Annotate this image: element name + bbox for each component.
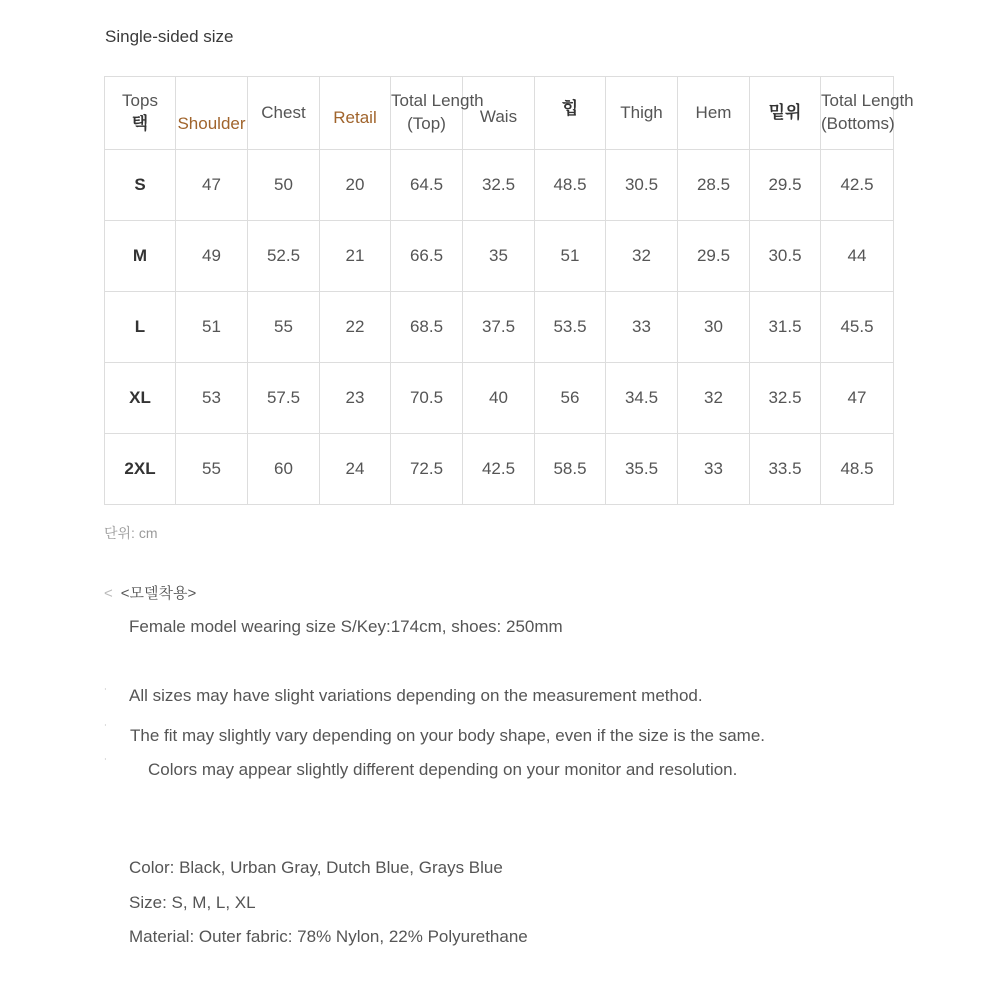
spec-color: Color: Black, Urban Gray, Dutch Blue, Grays Blue	[129, 858, 503, 877]
value-cell: 56	[535, 363, 606, 434]
value-cell: 55	[176, 434, 248, 505]
header-cell-rise: 밑위	[750, 77, 821, 150]
value-cell: 60	[248, 434, 320, 505]
value-cell: 55	[248, 292, 320, 363]
header-cell-retail: Retail	[320, 77, 391, 150]
unit-note: 단위: cm	[104, 525, 158, 541]
value-cell: 28.5	[678, 150, 750, 221]
value-cell: 47	[176, 150, 248, 221]
value-cell: 30.5	[750, 221, 821, 292]
value-cell: 66.5	[391, 221, 463, 292]
size-cell: S	[105, 150, 176, 221]
note-fit: The fit may slightly vary depending on your body shape, even if the size is the same.	[130, 726, 766, 745]
note-measurement: All sizes may have slight variations depending on the measurement method.	[129, 686, 703, 705]
header-cell-hem: Hem	[678, 77, 750, 150]
value-cell: 35	[463, 221, 535, 292]
value-cell: 50	[248, 150, 320, 221]
header-cell-total-length-top: Total Length (Top)	[391, 77, 463, 150]
bullet-mark-icon: ˙	[104, 756, 108, 770]
value-cell: 29.5	[750, 150, 821, 221]
value-cell: 53	[176, 363, 248, 434]
table-row	[105, 221, 894, 292]
value-cell: 44	[821, 221, 894, 292]
value-cell: 51	[535, 221, 606, 292]
value-cell: 51	[176, 292, 248, 363]
bullet-mark-icon: ˂	[104, 585, 113, 602]
value-cell: 52.5	[248, 221, 320, 292]
model-info-text: Female model wearing size S/Key:174cm, shoes: 250mm	[129, 617, 563, 636]
value-cell: 22	[320, 292, 391, 363]
value-cell: 40	[463, 363, 535, 434]
value-cell: 32.5	[750, 363, 821, 434]
header-cell-total-length-bottoms: Total Length (Bottoms)	[821, 77, 894, 150]
value-cell: 48.5	[535, 150, 606, 221]
value-cell: 72.5	[391, 434, 463, 505]
note-colors: Colors may appear slightly different depending on your monitor and resolution.	[148, 760, 738, 779]
value-cell: 58.5	[535, 434, 606, 505]
bullet-mark-icon: ˙	[104, 722, 108, 736]
value-cell: 20	[320, 150, 391, 221]
value-cell: 57.5	[248, 363, 320, 434]
table-header-row	[105, 77, 894, 150]
value-cell: 31.5	[750, 292, 821, 363]
header-cell-chest: Chest	[248, 77, 320, 150]
header-cell-hip: 힙	[535, 77, 606, 150]
table-row	[105, 150, 894, 221]
value-cell: 37.5	[463, 292, 535, 363]
value-cell: 30.5	[606, 150, 678, 221]
model-heading	[104, 582, 196, 603]
header-cell-tops: Tops 택	[105, 77, 176, 150]
value-cell: 32.5	[463, 150, 535, 221]
header-cell-waist: Wais	[463, 77, 535, 150]
value-cell: 68.5	[391, 292, 463, 363]
value-cell: 34.5	[606, 363, 678, 434]
value-cell: 29.5	[678, 221, 750, 292]
value-cell: 33.5	[750, 434, 821, 505]
table-row	[105, 434, 894, 505]
value-cell: 24	[320, 434, 391, 505]
value-cell: 42.5	[463, 434, 535, 505]
value-cell: 53.5	[535, 292, 606, 363]
value-cell: 64.5	[391, 150, 463, 221]
value-cell: 47	[821, 363, 894, 434]
size-heading: Single-sided size	[105, 27, 234, 46]
value-cell: 35.5	[606, 434, 678, 505]
value-cell: 42.5	[821, 150, 894, 221]
spec-size: Size: S, M, L, XL	[129, 893, 256, 912]
size-cell: XL	[105, 363, 176, 434]
value-cell: 30	[678, 292, 750, 363]
value-cell: 32	[606, 221, 678, 292]
table-row	[105, 363, 894, 434]
size-cell: M	[105, 221, 176, 292]
value-cell: 21	[320, 221, 391, 292]
value-cell: 33	[606, 292, 678, 363]
value-cell: 70.5	[391, 363, 463, 434]
size-cell: 2XL	[105, 434, 176, 505]
value-cell: 48.5	[821, 434, 894, 505]
header-cell-shoulder: Shoulder	[176, 77, 248, 150]
value-cell: 49	[176, 221, 248, 292]
size-table	[104, 76, 914, 505]
size-cell: L	[105, 292, 176, 363]
model-heading-text: <모델착용>	[120, 585, 197, 602]
table-row	[105, 292, 894, 363]
header-cell-thigh: Thigh	[606, 77, 678, 150]
value-cell: 45.5	[821, 292, 894, 363]
value-cell: 32	[678, 363, 750, 434]
bullet-mark-icon: ˙	[104, 686, 108, 700]
spec-material: Material: Outer fabric: 78% Nylon, 22% Polyurethane	[129, 927, 528, 946]
value-cell: 33	[678, 434, 750, 505]
value-cell: 23	[320, 363, 391, 434]
